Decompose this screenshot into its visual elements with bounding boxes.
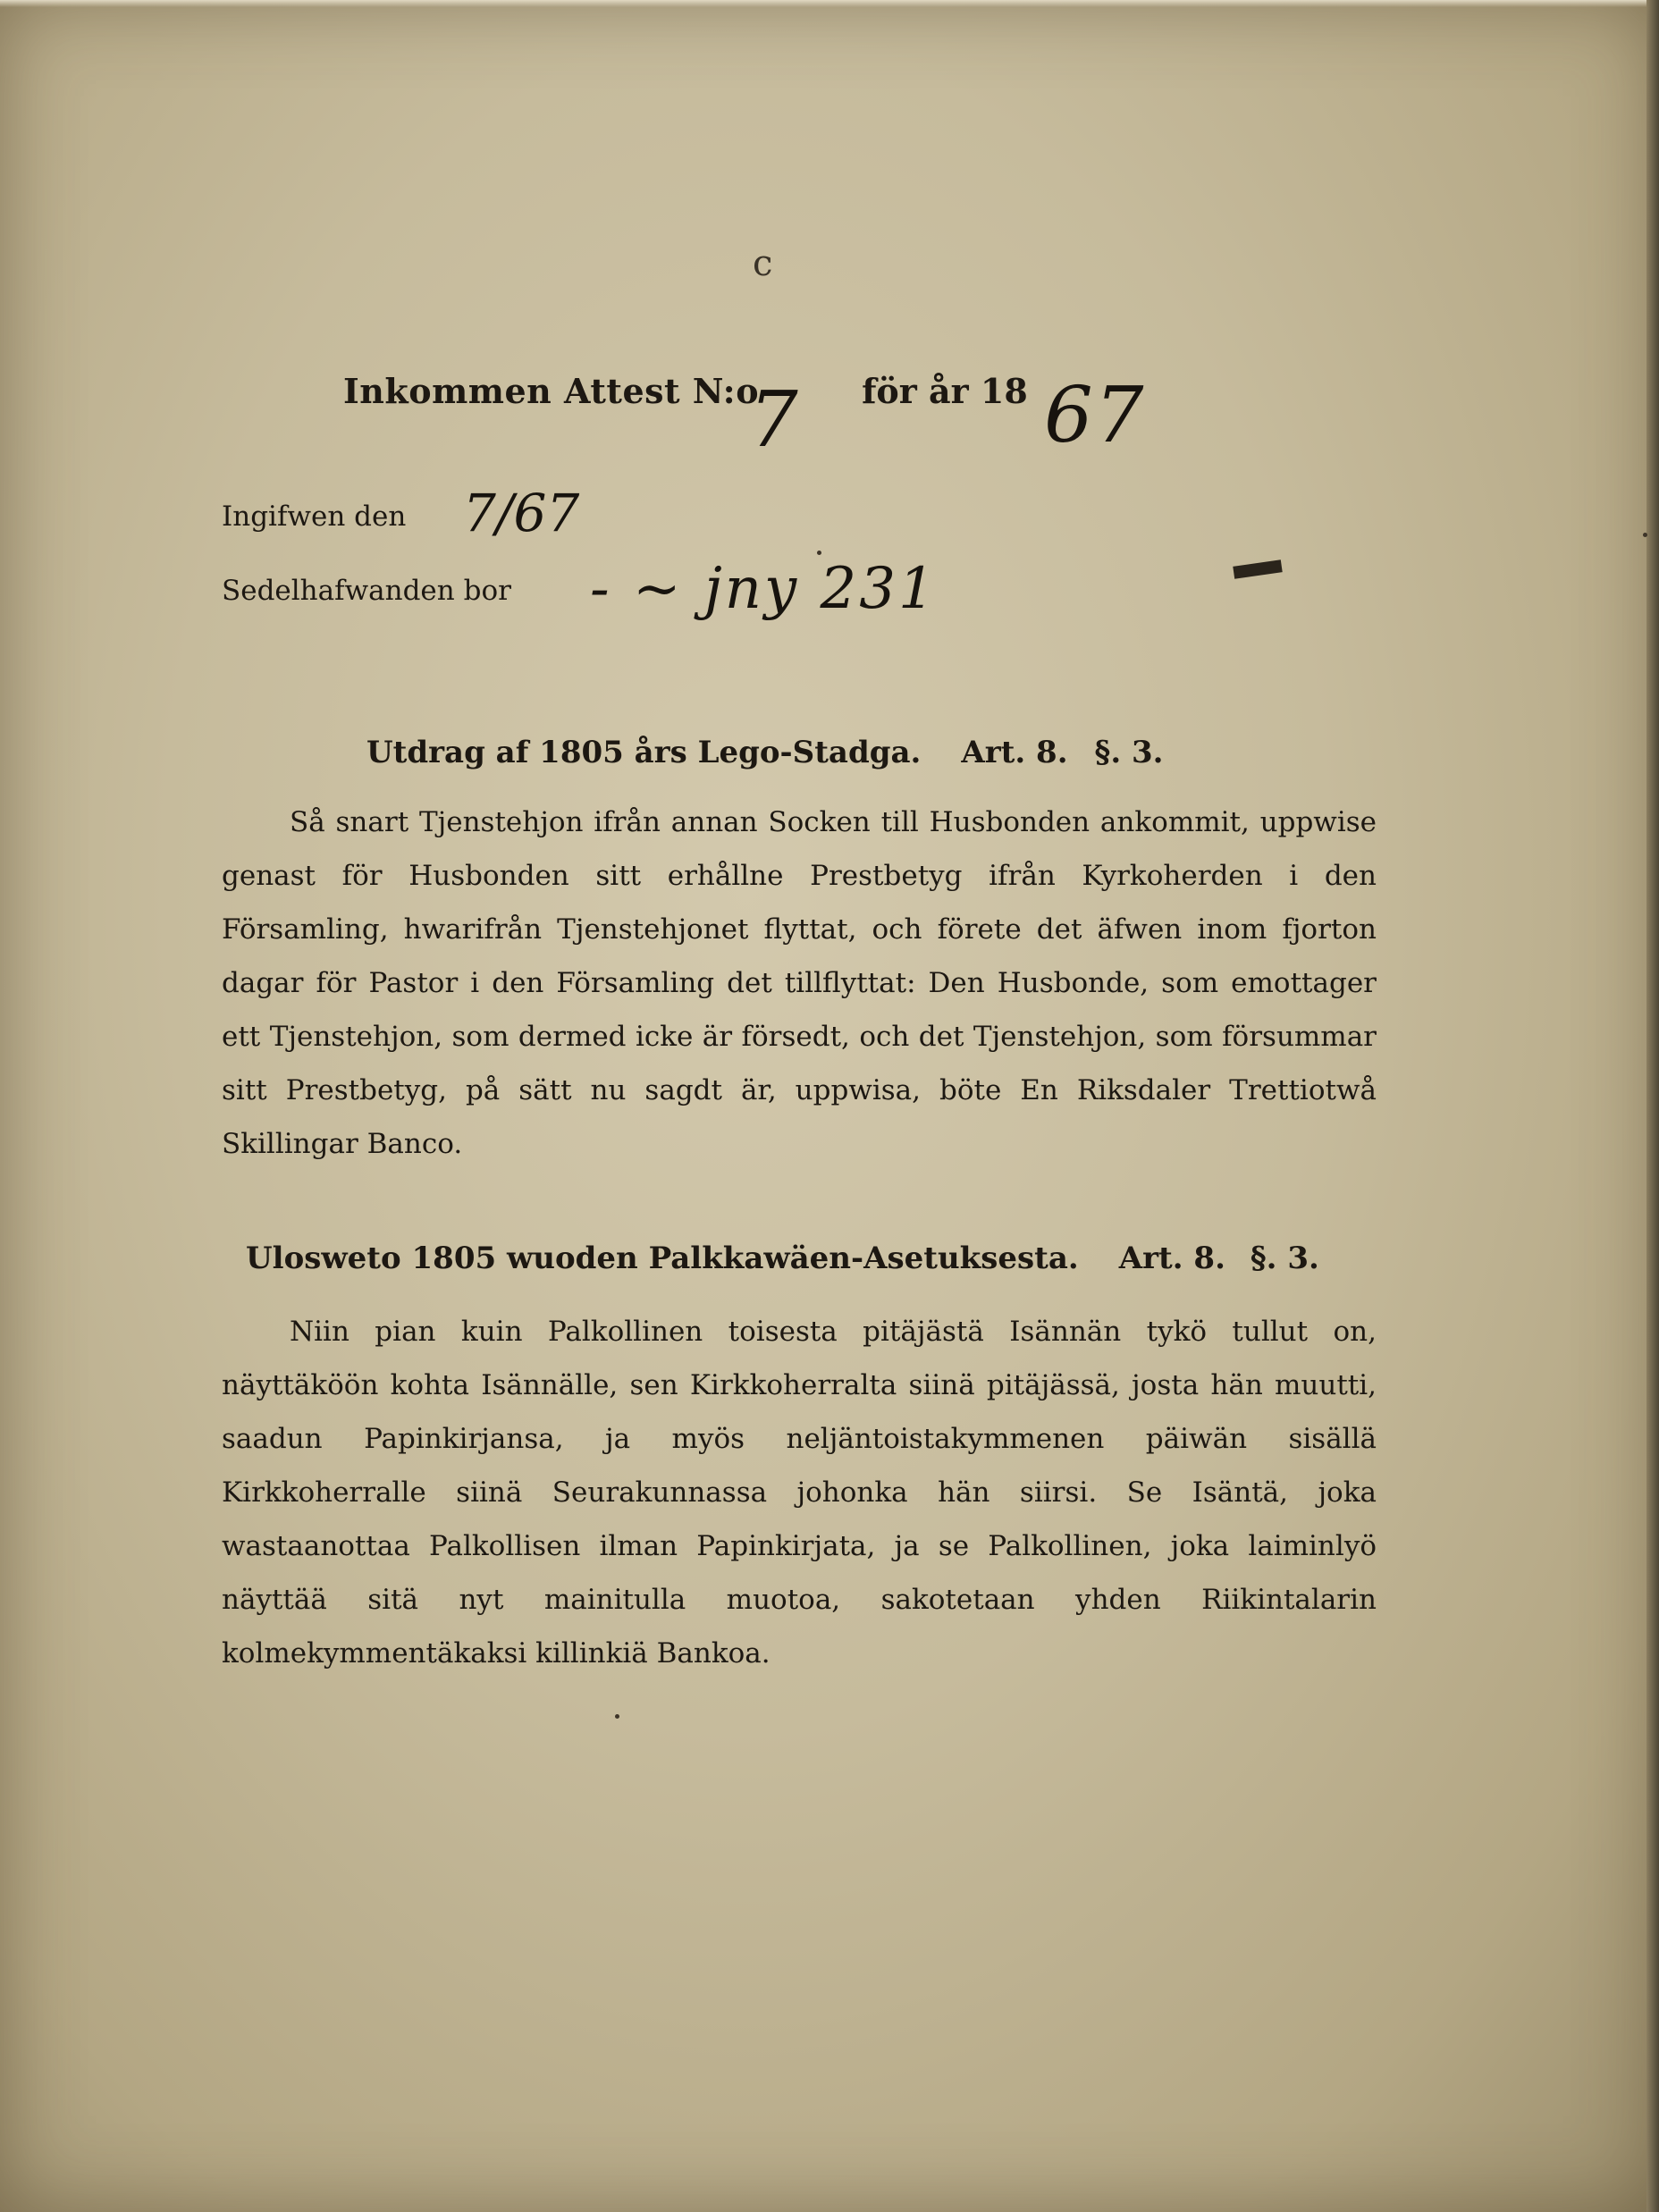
- section-text-swedish: Så snart Tjenstehjon ifrån annan Socken till Husbonden ankommit, uppwise genast för Husbonden sitt erhållne Prestbetyg ifrån Kyrkoherden i den Församling, hwarifrån Tjenstehjonet flyttat, och förete det äfwen inom fjorton dagar för Pastor i den Församling det tillflyttat: Den Husbonde, som emottager ett Tjenstehjon, som dermed icke är försedt, och det Tjenstehjon, som försummar sitt Prestbetyg, på sätt nu sagdt är, uppwisa, böte En Riksdaler Trettiotwå Skillingar Banco.: [222, 806, 1377, 1160]
- section-heading-finnish: [246, 1241, 1319, 1276]
- handwritten-received-date: 7/67: [463, 483, 580, 543]
- small-mark: c: [753, 243, 773, 284]
- attest-title: [343, 371, 1326, 411]
- ink-blot: [1233, 559, 1282, 578]
- paper-top-edge: [0, 0, 1659, 7]
- heading-paragraph-sign: §. 3.: [1250, 1241, 1319, 1276]
- field-received-date: [222, 500, 406, 533]
- field-label-address: Sedelhafwanden bor: [222, 575, 511, 607]
- handwritten-number: 7: [749, 375, 798, 465]
- heading-paragraph-sign: §. 3.: [1094, 735, 1164, 770]
- heading-text: Utdrag af 1805 års Lego-Stadga.: [366, 735, 922, 770]
- paper-speck: [615, 1714, 619, 1719]
- handwritten-year: 67: [1044, 371, 1146, 460]
- heading-article: Art. 8.: [961, 735, 1068, 770]
- heading-article: Art. 8.: [1118, 1241, 1225, 1276]
- field-holder-address: [222, 575, 511, 607]
- section-text-finnish: Niin pian kuin Palkollinen toisesta pitäjästä Isännän tykö tullut on, näyttäköön kohta Isännälle, sen Kirkkoherralta siinä pitäjässä, josta hän muutti, saadun Papinkirjansa, ja myös neljäntoistakymmenen päiwän sisällä Kirkkoherralle siinä Seurakunnassa johonka hän siirsi. Se Isäntä, joka wastaanottaa Palkollisen ilman Papinkirjata, ja se Palkollinen, joka laiminlyö näyttää sitä nyt mainitulla muotoa, sakotetaan yhden Riikintalarin kolmekymmentäkaksi killinkiä Bankoa.: [222, 1316, 1377, 1670]
- handwritten-address: - ~ jny 231: [590, 556, 938, 622]
- paper-speck: [1643, 533, 1647, 537]
- paper-right-edge: [1646, 0, 1659, 2212]
- paper-speck: [817, 551, 821, 555]
- year-prefix: för år 18: [862, 371, 1028, 411]
- heading-text: Ulosweto 1805 wuoden Palkkawäen-Asetuksesta.: [246, 1241, 1079, 1276]
- section-heading-swedish: [366, 735, 1164, 770]
- field-label-received: Ingifwen den: [222, 500, 407, 533]
- attest-title-text: Inkommen Attest N:o: [343, 371, 760, 411]
